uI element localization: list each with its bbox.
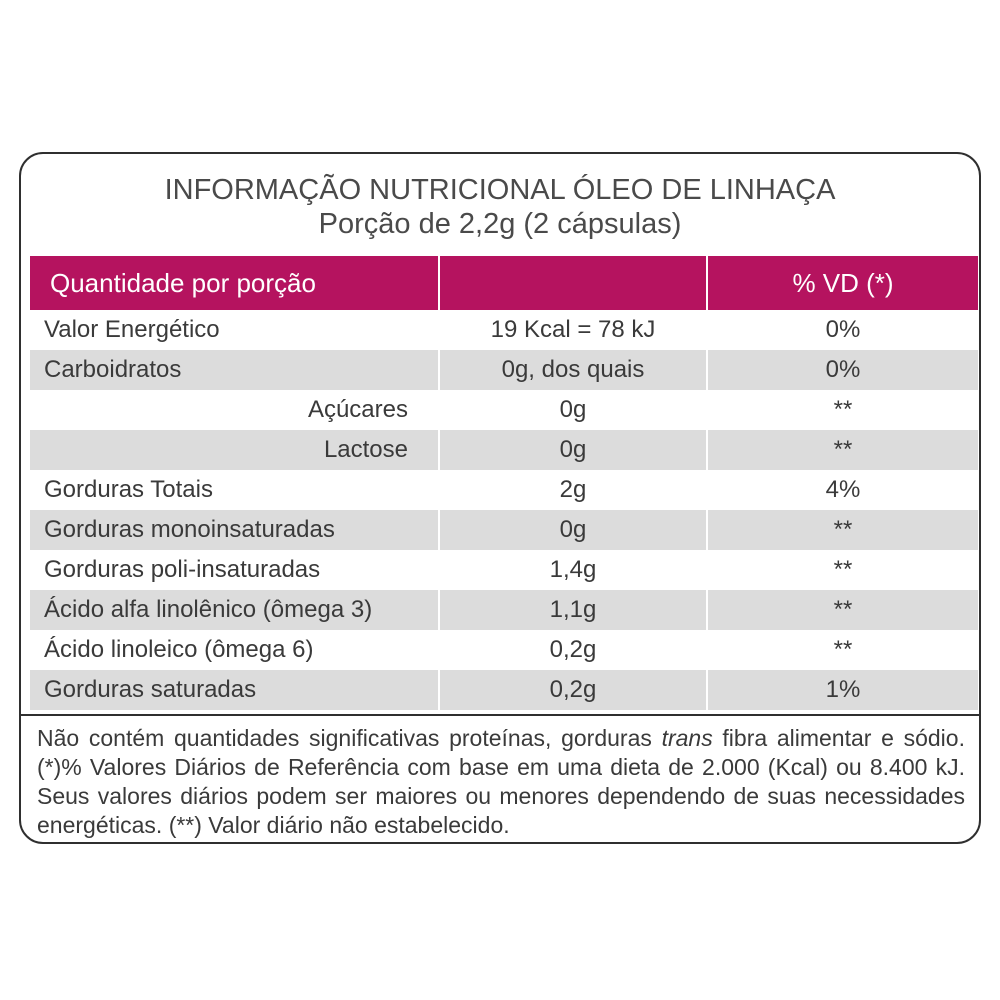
header-vd: % VD (*) [708, 256, 978, 310]
footnote-text [37, 724, 965, 840]
row-nutrient: Gorduras saturadas [30, 670, 438, 710]
header-amount [438, 256, 708, 310]
row-vd: 1% [708, 670, 978, 710]
row-vd: 0% [825, 316, 861, 343]
row-nutrient: Gorduras monoinsaturadas [30, 510, 438, 550]
row-amount: 0g, dos quais [438, 350, 708, 390]
serving-size: Porção de 2,2g (2 cápsulas) [318, 208, 682, 240]
row-nutrient: Carboidratos [30, 350, 438, 390]
table-row [30, 510, 978, 550]
row-amount: 0,2g [549, 636, 597, 663]
row-nutrient: Lactose [30, 430, 438, 470]
row-vd: ** [833, 556, 853, 583]
row-nutrient: Gorduras Totais [44, 476, 213, 503]
header-quantity: Quantidade por porção [30, 256, 438, 310]
row-nutrient: Gorduras poli-insaturadas [44, 556, 321, 583]
table-row [30, 670, 978, 710]
table-row [30, 470, 978, 510]
row-amount: 0g [559, 396, 587, 423]
row-vd: ** [708, 510, 978, 550]
row-vd: 0% [708, 350, 978, 390]
table-row [30, 350, 978, 390]
row-nutrient: Valor Energético [44, 316, 220, 343]
row-vd: ** [833, 636, 853, 663]
table-header [30, 256, 978, 310]
row-vd: ** [708, 430, 978, 470]
row-vd: 4% [825, 476, 861, 503]
row-vd: ** [833, 396, 853, 423]
row-nutrient: Ácido alfa linolênico (ômega 3) [30, 590, 438, 630]
table-row [30, 310, 978, 350]
footnote-divider [21, 714, 979, 716]
footnote-part1: Não contém quantidades significativas proteínas, gorduras [37, 725, 662, 751]
row-amount: 19 Kcal = 78 kJ [490, 316, 656, 343]
row-nutrient: Ácido linoleico (ômega 6) [44, 636, 314, 663]
row-amount: 0,2g [438, 670, 708, 710]
table-row [30, 630, 978, 670]
row-amount: 0g [438, 510, 708, 550]
table-row [30, 390, 978, 430]
footnote-part2: fibra alimentar e sódio. (*)% Valores Diários de Referência com base em uma dieta de 2.000 (Kcal) ou 8.400 kJ. Seus valores diários podem ser maiores ou menores dependendo de suas necessidades energéticas. (**) Valor diário não estabelecido. [37, 725, 965, 838]
table-row [30, 550, 978, 590]
row-vd: ** [708, 590, 978, 630]
row-amount: 1,4g [549, 556, 597, 583]
nutrition-label [19, 152, 981, 844]
row-nutrient: Açúcares [307, 396, 408, 423]
label-title: INFORMAÇÃO NUTRICIONAL ÓLEO DE LINHAÇA [164, 174, 836, 206]
table-row [30, 590, 978, 630]
row-amount: 1,1g [438, 590, 708, 630]
row-amount: 0g [438, 430, 708, 470]
table-row [30, 430, 978, 470]
row-amount: 2g [559, 476, 587, 503]
footnote-italic: trans [661, 725, 713, 751]
nutrition-table [30, 256, 978, 710]
